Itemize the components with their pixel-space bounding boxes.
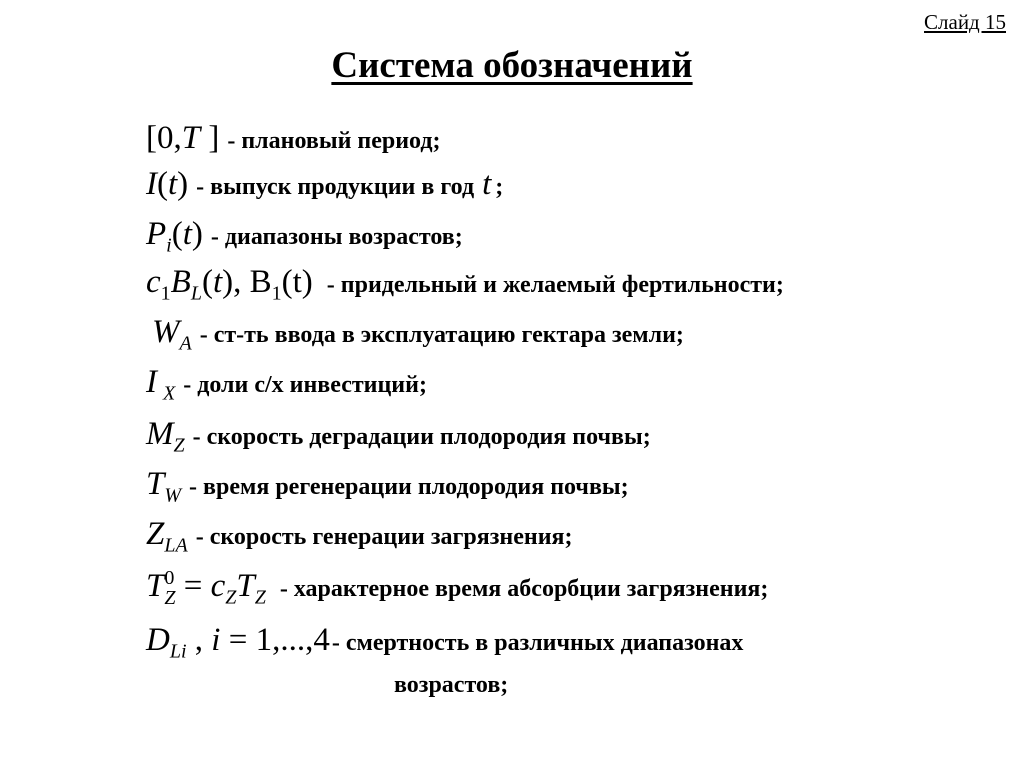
formula-fertility: $c_1B_L(t)$, $B_1(t)$ [146,264,313,305]
notation-item-soil-regeneration [146,466,629,507]
definition-text: - выпуск продукции в год [196,174,475,200]
notation-item-land-cost [152,314,684,355]
formula-output: I(t) [146,166,189,202]
formula-soil-degradation: $M_Z$ [146,416,185,457]
definition-text: - диапазоны возрастов; [210,224,463,250]
slide-number: Слайд 15 [924,10,1006,34]
formula-mortality: $D_{Li}$ , i = 1,...,4 [146,622,330,663]
notation-item-fertility [146,264,784,305]
page-title: Система обозначений [331,45,693,86]
formula-land-cost: $W_A$ [152,314,192,355]
formula-age-ranges: $P_i(t)$ [146,216,203,257]
definition-text: - смертность в различных диапазонах [331,630,744,656]
notation-item-pollution-generation [146,516,573,557]
formula-agri-investment: I $_X$ [146,364,176,405]
definition-text: - скорость деградации плодородия почвы; [192,424,651,450]
definition-punct: ; [495,174,504,200]
definition-text: - плановый период; [227,128,441,154]
formula-planning-period: [0,T ] [146,120,220,156]
notation-item-planning-period [146,120,441,157]
definition-continuation: возрастов; [394,672,509,698]
notation-item-soil-degradation [146,416,651,457]
definition-text: - время регенерации плодородия почвы; [189,474,629,500]
notation-item-mortality [146,622,744,663]
symbol-t: t [482,166,492,202]
formula-pollution-generation: $Z_{LA}$ [146,516,188,557]
definition-text: - придельный и желаемый фертильности; [326,272,784,298]
notation-item-absorption-time [146,567,769,609]
notation-item-output [146,166,503,203]
definition-text: - характерное время абсорбции загрязнения; [279,576,769,602]
definition-text: - ст-ть ввода в эксплуатацию гектара земли; [199,322,684,348]
definition-text: - скорость генерации загрязнения; [195,524,573,550]
formula-absorption-time: $T^0_Z = c_ZT_Z$ [146,567,266,609]
notation-item-agri-investment [146,364,427,405]
notation-item-age-ranges [146,216,463,257]
definition-text: - доли с/х инвестиций; [183,372,427,398]
formula-soil-regeneration: $T_W$ [146,466,182,507]
